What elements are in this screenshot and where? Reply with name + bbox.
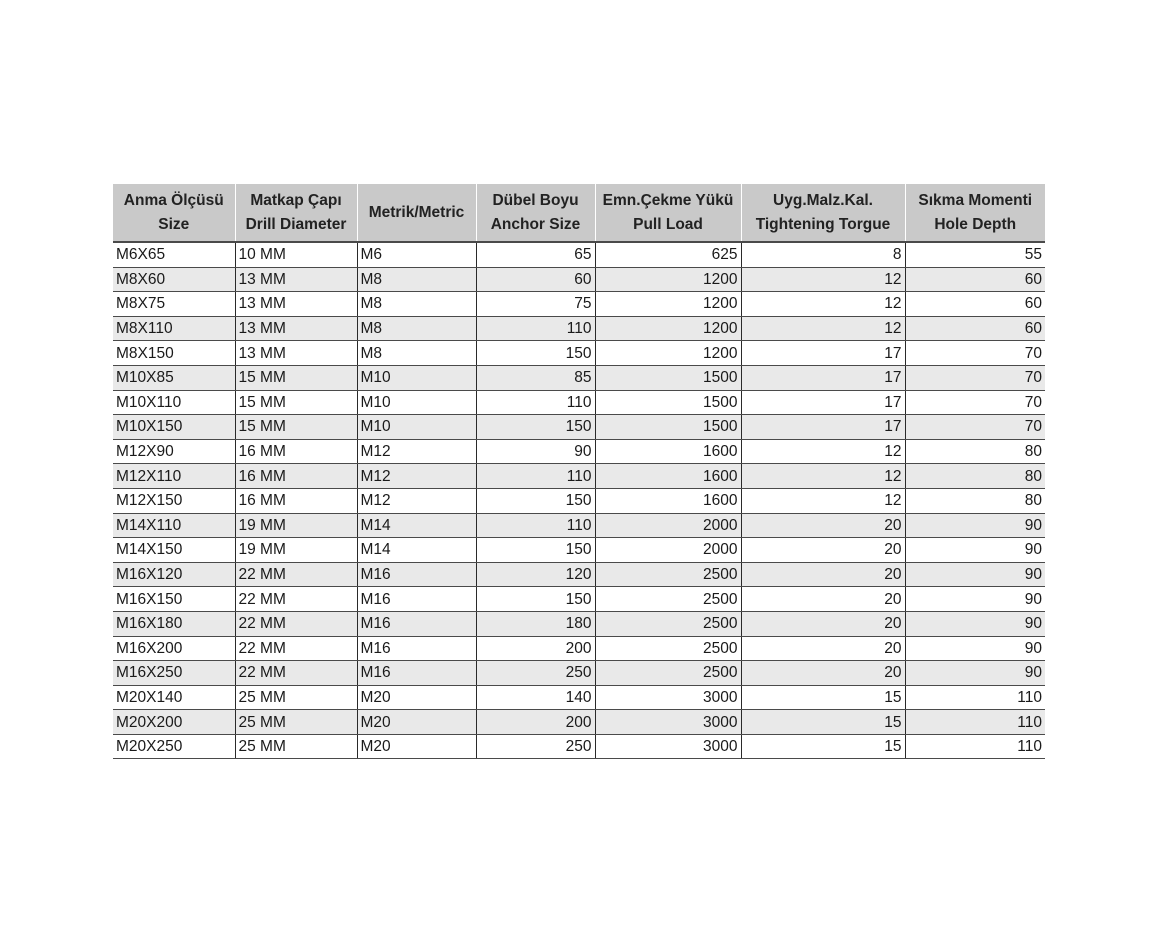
tightening-torque-cell: 17 — [741, 365, 905, 390]
hole-depth-cell: 90 — [905, 661, 1045, 686]
table-row — [113, 611, 1045, 636]
hole-depth-cell: 60 — [905, 292, 1045, 317]
header-tightening-torque-tr: Uyg.Malz.Kal. — [773, 191, 873, 209]
size-cell: M14X150 — [113, 538, 235, 563]
anchor-size-cell: 110 — [476, 316, 595, 341]
pull-load-cell: 2500 — [595, 636, 741, 661]
anchor-size-cell: 150 — [476, 587, 595, 612]
drill-diameter-cell: 15 MM — [235, 365, 357, 390]
tightening-torque-cell: 12 — [741, 464, 905, 489]
pull-load-cell: 2000 — [595, 513, 741, 538]
anchor-size-cell: 150 — [476, 341, 595, 366]
table-header — [113, 184, 1045, 242]
table-row — [113, 538, 1045, 563]
drill-diameter-cell: 25 MM — [235, 734, 357, 759]
metric-cell: M20 — [357, 710, 476, 735]
header-metric-label: Metrik/Metric — [368, 203, 465, 221]
pull-load-cell: 1500 — [595, 415, 741, 440]
table-row — [113, 242, 1045, 267]
size-cell: M12X90 — [113, 439, 235, 464]
anchor-size-cell: 140 — [476, 685, 595, 710]
pull-load-cell: 2500 — [595, 587, 741, 612]
table-row — [113, 439, 1045, 464]
metric-cell: M14 — [357, 513, 476, 538]
table-row — [113, 390, 1045, 415]
tightening-torque-cell: 15 — [741, 685, 905, 710]
hole-depth-cell: 60 — [905, 267, 1045, 292]
drill-diameter-cell: 22 MM — [235, 611, 357, 636]
hole-depth-cell: 70 — [905, 365, 1045, 390]
table-row — [113, 636, 1045, 661]
anchor-size-cell: 110 — [476, 513, 595, 538]
size-cell: M6X65 — [113, 242, 235, 267]
header-tightening-torque-en: Tightening Torgue — [755, 215, 891, 233]
pull-load-cell: 1600 — [595, 488, 741, 513]
tightening-torque-cell: 20 — [741, 661, 905, 686]
tightening-torque-cell: 15 — [741, 710, 905, 735]
drill-diameter-cell: 15 MM — [235, 390, 357, 415]
table-row — [113, 292, 1045, 317]
metric-cell: M16 — [357, 611, 476, 636]
metric-cell: M12 — [357, 488, 476, 513]
hole-depth-cell: 110 — [905, 685, 1045, 710]
drill-diameter-cell: 16 MM — [235, 439, 357, 464]
pull-load-cell: 1200 — [595, 341, 741, 366]
hole-depth-cell: 80 — [905, 439, 1045, 464]
header-drill-diameter-en: Drill Diameter — [245, 215, 347, 233]
size-cell: M8X60 — [113, 267, 235, 292]
drill-diameter-cell: 22 MM — [235, 562, 357, 587]
drill-diameter-cell: 25 MM — [235, 710, 357, 735]
pull-load-cell: 1200 — [595, 316, 741, 341]
pull-load-cell: 1200 — [595, 292, 741, 317]
tightening-torque-cell: 20 — [741, 636, 905, 661]
tightening-torque-cell: 20 — [741, 611, 905, 636]
drill-diameter-cell: 13 MM — [235, 316, 357, 341]
hole-depth-cell: 90 — [905, 611, 1045, 636]
metric-cell: M12 — [357, 464, 476, 489]
size-cell: M16X150 — [113, 587, 235, 612]
pull-load-cell: 2500 — [595, 611, 741, 636]
size-cell: M8X110 — [113, 316, 235, 341]
pull-load-cell: 3000 — [595, 685, 741, 710]
hole-depth-cell: 70 — [905, 341, 1045, 366]
size-cell: M12X110 — [113, 464, 235, 489]
size-cell: M16X120 — [113, 562, 235, 587]
header-hole-depth-tr: Sıkma Momenti — [918, 191, 1033, 209]
pull-load-cell: 1500 — [595, 390, 741, 415]
hole-depth-cell: 60 — [905, 316, 1045, 341]
hole-depth-cell: 90 — [905, 587, 1045, 612]
size-cell: M10X150 — [113, 415, 235, 440]
pull-load-cell: 625 — [595, 242, 741, 267]
pull-load-cell: 2500 — [595, 661, 741, 686]
header-anchor-size — [476, 184, 595, 242]
hole-depth-cell: 90 — [905, 538, 1045, 563]
anchor-size-cell: 150 — [476, 488, 595, 513]
tightening-torque-cell: 12 — [741, 267, 905, 292]
tightening-torque-cell: 17 — [741, 390, 905, 415]
hole-depth-cell: 80 — [905, 464, 1045, 489]
pull-load-cell: 1500 — [595, 365, 741, 390]
pull-load-cell: 1200 — [595, 267, 741, 292]
table-row — [113, 464, 1045, 489]
tightening-torque-cell: 15 — [741, 734, 905, 759]
size-cell: M12X150 — [113, 488, 235, 513]
table-row — [113, 513, 1045, 538]
table-row — [113, 710, 1045, 735]
metric-cell: M8 — [357, 267, 476, 292]
hole-depth-cell: 70 — [905, 415, 1045, 440]
anchor-size-cell: 90 — [476, 439, 595, 464]
spec-sheet — [113, 184, 1045, 759]
hole-depth-cell: 90 — [905, 636, 1045, 661]
drill-diameter-cell: 13 MM — [235, 267, 357, 292]
pull-load-cell: 3000 — [595, 710, 741, 735]
header-anchor-size-en: Anchor Size — [490, 215, 581, 233]
header-pull-load-tr: Emn.Çekme Yükü — [602, 191, 734, 209]
size-cell: M14X110 — [113, 513, 235, 538]
table-row — [113, 734, 1045, 759]
tightening-torque-cell: 12 — [741, 292, 905, 317]
table-row — [113, 587, 1045, 612]
tightening-torque-cell: 12 — [741, 439, 905, 464]
tightening-torque-cell: 17 — [741, 415, 905, 440]
table-row — [113, 341, 1045, 366]
metric-cell: M20 — [357, 734, 476, 759]
table-row — [113, 415, 1045, 440]
anchor-size-cell: 150 — [476, 415, 595, 440]
metric-cell: M20 — [357, 685, 476, 710]
header-row — [113, 184, 1045, 242]
metric-cell: M12 — [357, 439, 476, 464]
hole-depth-cell: 110 — [905, 710, 1045, 735]
metric-cell: M6 — [357, 242, 476, 267]
anchor-size-cell: 250 — [476, 734, 595, 759]
metric-cell: M8 — [357, 316, 476, 341]
header-hole-depth-en: Hole Depth — [934, 215, 1017, 233]
metric-cell: M10 — [357, 365, 476, 390]
hole-depth-cell: 55 — [905, 242, 1045, 267]
table-row — [113, 267, 1045, 292]
pull-load-cell: 3000 — [595, 734, 741, 759]
drill-diameter-cell: 16 MM — [235, 464, 357, 489]
tightening-torque-cell: 12 — [741, 488, 905, 513]
drill-diameter-cell: 25 MM — [235, 685, 357, 710]
anchor-size-cell: 110 — [476, 464, 595, 489]
anchor-size-cell: 65 — [476, 242, 595, 267]
tightening-torque-cell: 17 — [741, 341, 905, 366]
header-anchor-size-tr: Dübel Boyu — [492, 191, 579, 209]
size-cell: M16X250 — [113, 661, 235, 686]
size-cell: M20X140 — [113, 685, 235, 710]
anchor-size-cell: 200 — [476, 710, 595, 735]
header-pull-load-en: Pull Load — [633, 215, 703, 233]
tightening-torque-cell: 20 — [741, 587, 905, 612]
table-body — [113, 242, 1045, 759]
header-drill-diameter-tr: Matkap Çapı — [250, 191, 342, 209]
drill-diameter-cell: 16 MM — [235, 488, 357, 513]
size-cell: M8X150 — [113, 341, 235, 366]
table-row — [113, 562, 1045, 587]
size-cell: M16X200 — [113, 636, 235, 661]
metric-cell: M10 — [357, 415, 476, 440]
drill-diameter-cell: 10 MM — [235, 242, 357, 267]
header-size-en: Size — [158, 215, 190, 233]
anchor-size-cell: 200 — [476, 636, 595, 661]
tightening-torque-cell: 20 — [741, 538, 905, 563]
metric-cell: M16 — [357, 562, 476, 587]
anchor-size-cell: 75 — [476, 292, 595, 317]
anchor-size-cell: 150 — [476, 538, 595, 563]
drill-diameter-cell: 13 MM — [235, 292, 357, 317]
hole-depth-cell: 90 — [905, 513, 1045, 538]
size-cell: M16X180 — [113, 611, 235, 636]
anchor-size-cell: 110 — [476, 390, 595, 415]
metric-cell: M8 — [357, 341, 476, 366]
anchor-spec-table — [113, 184, 1045, 759]
drill-diameter-cell: 22 MM — [235, 661, 357, 686]
header-size — [113, 184, 235, 242]
pull-load-cell: 1600 — [595, 439, 741, 464]
anchor-size-cell: 120 — [476, 562, 595, 587]
table-row — [113, 661, 1045, 686]
table-row — [113, 365, 1045, 390]
pull-load-cell: 2000 — [595, 538, 741, 563]
metric-cell: M16 — [357, 636, 476, 661]
tightening-torque-cell: 12 — [741, 316, 905, 341]
size-cell: M20X200 — [113, 710, 235, 735]
table-row — [113, 316, 1045, 341]
drill-diameter-cell: 13 MM — [235, 341, 357, 366]
drill-diameter-cell: 19 MM — [235, 513, 357, 538]
size-cell: M20X250 — [113, 734, 235, 759]
anchor-size-cell: 250 — [476, 661, 595, 686]
size-cell: M10X110 — [113, 390, 235, 415]
header-drill-diameter — [235, 184, 357, 242]
pull-load-cell: 2500 — [595, 562, 741, 587]
header-metric — [357, 184, 476, 242]
size-cell: M10X85 — [113, 365, 235, 390]
table-row — [113, 685, 1045, 710]
hole-depth-cell: 90 — [905, 562, 1045, 587]
drill-diameter-cell: 22 MM — [235, 587, 357, 612]
anchor-size-cell: 60 — [476, 267, 595, 292]
metric-cell: M16 — [357, 587, 476, 612]
tightening-torque-cell: 8 — [741, 242, 905, 267]
hole-depth-cell: 80 — [905, 488, 1045, 513]
header-size-tr: Anma Ölçüsü — [123, 191, 224, 209]
tightening-torque-cell: 20 — [741, 562, 905, 587]
hole-depth-cell: 70 — [905, 390, 1045, 415]
table-row — [113, 488, 1045, 513]
anchor-size-cell: 180 — [476, 611, 595, 636]
anchor-size-cell: 85 — [476, 365, 595, 390]
header-hole-depth — [905, 184, 1045, 242]
pull-load-cell: 1600 — [595, 464, 741, 489]
header-pull-load — [595, 184, 741, 242]
hole-depth-cell: 110 — [905, 734, 1045, 759]
metric-cell: M8 — [357, 292, 476, 317]
metric-cell: M10 — [357, 390, 476, 415]
header-tightening-torque — [741, 184, 905, 242]
metric-cell: M14 — [357, 538, 476, 563]
tightening-torque-cell: 20 — [741, 513, 905, 538]
drill-diameter-cell: 22 MM — [235, 636, 357, 661]
size-cell: M8X75 — [113, 292, 235, 317]
metric-cell: M16 — [357, 661, 476, 686]
drill-diameter-cell: 19 MM — [235, 538, 357, 563]
drill-diameter-cell: 15 MM — [235, 415, 357, 440]
